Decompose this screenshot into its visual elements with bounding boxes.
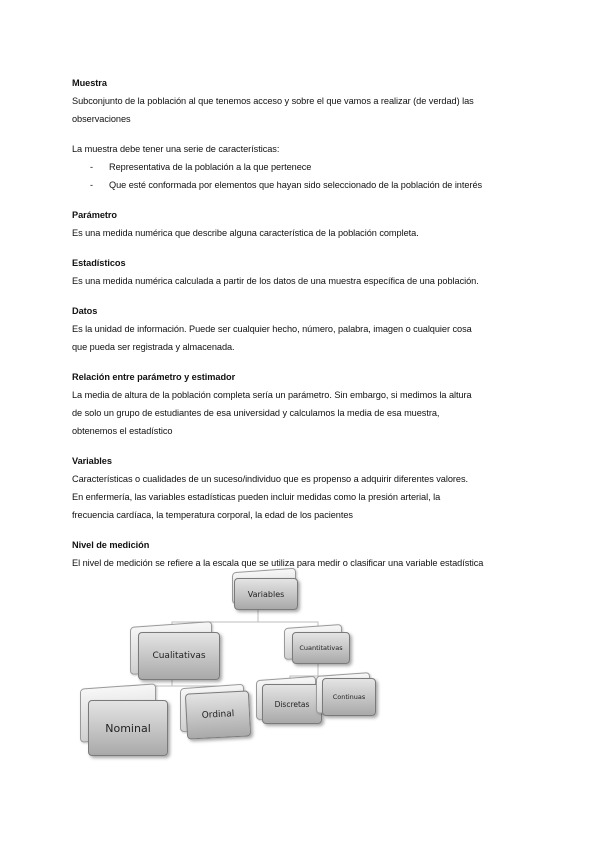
section-text-line: que pueda ser registrada y almacenada. [72, 342, 235, 352]
section-heading: Nivel de medición [72, 540, 150, 550]
list-item [72, 176, 532, 194]
section-heading: Datos [72, 306, 98, 316]
section-text-line: frecuencia cardíaca, la temperatura corporal, la edad de los pacientes [72, 510, 353, 520]
section-text-line: La muestra debe tener una serie de características: [72, 144, 280, 154]
section-text-line: La media de altura de la población completa sería un parámetro. Sin embargo, si medimos la altura [72, 390, 472, 400]
diagram-node-variables-label: Variables [234, 578, 298, 610]
section [72, 302, 532, 356]
section-text-line: Subconjunto de la población al que tenemos acceso y sobre el que vamos a realizar (de verdad) las [72, 96, 474, 106]
diagram-node-nominal-label: Nominal [88, 700, 168, 756]
section-text-line: El nivel de medición se refiere a la escala que se utiliza para medir o clasificar una variable estadística [72, 558, 484, 568]
section-text-line: En enfermería, las variables estadísticas pueden incluir medidas como la presión arterial, la [72, 492, 441, 502]
section [72, 140, 532, 194]
diagram-node-qualitative-label: Cualitativas [138, 632, 220, 680]
diagram-node-continuous-label: Continuas [322, 678, 376, 716]
section-text-line: obtenemos el estadístico [72, 426, 173, 436]
section-text-line: observaciones [72, 114, 131, 124]
bullet-list [72, 158, 532, 194]
diagram-node-discrete-label: Discretas [262, 684, 322, 724]
document-body [72, 74, 532, 584]
section-heading: Muestra [72, 78, 107, 88]
section-heading: Variables [72, 456, 112, 466]
list-item-text: Representativa de la población a la que pertenece [109, 162, 312, 172]
section [72, 254, 532, 290]
section-heading: Estadísticos [72, 258, 126, 268]
section-text-line: Es una medida numérica calculada a partir de los datos de una muestra específica de una población. [72, 276, 479, 286]
section-text-line: de solo un grupo de estudiantes de esa universidad y calculamos la media de esa muestra, [72, 408, 440, 418]
diagram-node-ordinal-label: Ordinal [185, 690, 251, 739]
section-text-line: Características o cualidades de un suceso/individuo que es propenso a adquirir diferentes valores. [72, 474, 469, 484]
dash-bullet-icon: - [90, 180, 94, 190]
section-text-line: Es una medida numérica que describe alguna característica de la población completa. [72, 228, 419, 238]
list-item [72, 158, 532, 176]
diagram-node-quantitative-label: Cuantitativas [292, 632, 350, 664]
section [72, 452, 532, 524]
section [72, 536, 532, 572]
section-heading: Parámetro [72, 210, 117, 220]
section [72, 74, 532, 128]
list-item-text: Que esté conformada por elementos que hayan sido seleccionado de la población de interés [109, 180, 483, 190]
section [72, 368, 532, 440]
section [72, 206, 532, 242]
section-text-line: Es la unidad de información. Puede ser cualquier hecho, número, palabra, imagen o cualquier cosa [72, 324, 472, 334]
dash-bullet-icon: - [90, 162, 94, 172]
section-heading: Relación entre parámetro y estimador [72, 372, 236, 382]
